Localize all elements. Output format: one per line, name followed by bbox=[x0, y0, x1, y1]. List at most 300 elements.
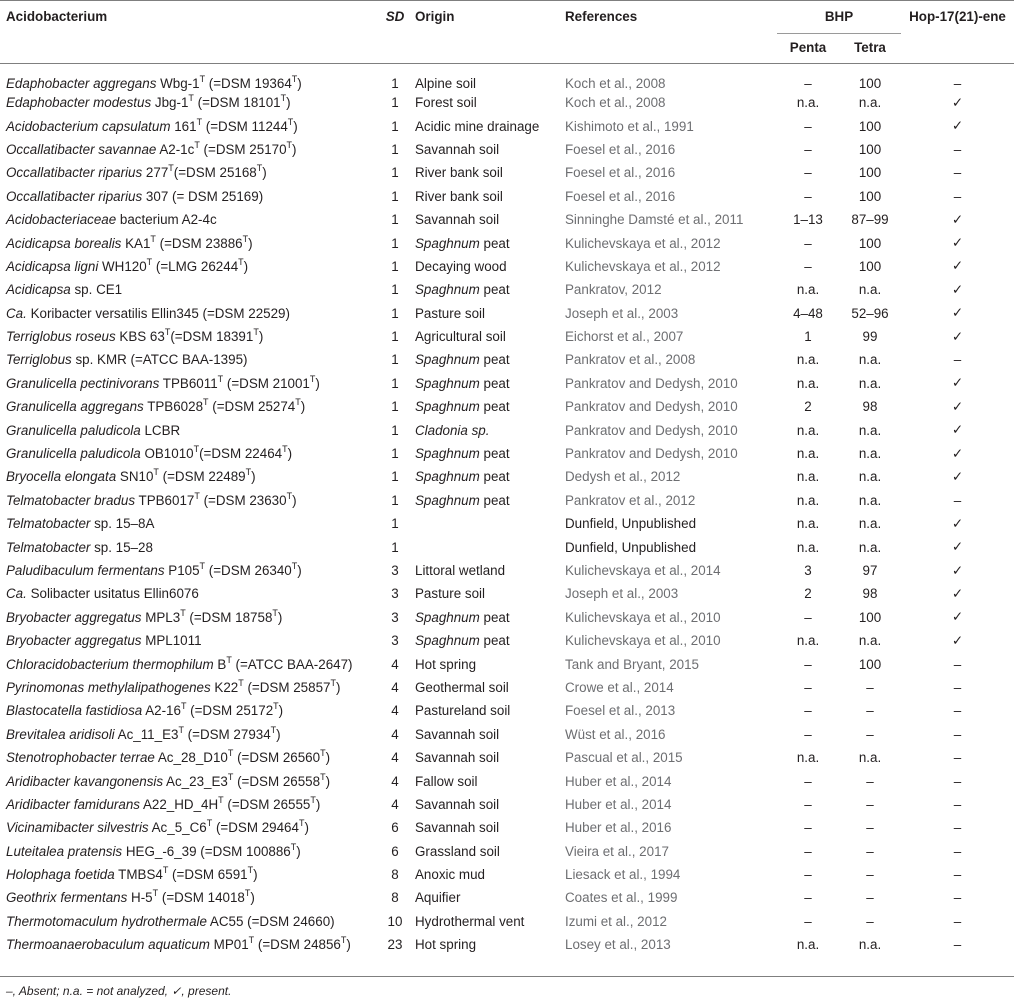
origin-cell bbox=[415, 255, 565, 278]
origin-tail: peat bbox=[479, 399, 510, 415]
strain-type-mark: T bbox=[194, 139, 200, 150]
penta-cell: n.a. bbox=[796, 352, 820, 368]
organism-cell bbox=[0, 489, 375, 512]
collection-type-mark: T bbox=[247, 865, 254, 876]
reference-cell: Vieira et al., 2017 bbox=[565, 843, 669, 859]
penta-cell: 2 bbox=[804, 586, 812, 602]
origin-cell bbox=[415, 231, 565, 254]
sd-cell: 4 bbox=[391, 703, 399, 719]
origin-cell bbox=[415, 933, 565, 956]
footnote: –, Absent; n.a. = not analyzed, ✓, present. bbox=[6, 984, 232, 998]
origin-main: Cladonia sp. bbox=[415, 422, 490, 438]
origin-main: Savannah soil bbox=[415, 750, 500, 766]
organism-cell bbox=[0, 816, 375, 839]
header-hop: Hop-17(21)-ene bbox=[909, 9, 1006, 24]
organism-tail: ) bbox=[278, 703, 284, 719]
sd-cell: 1 bbox=[391, 422, 399, 438]
strain-type-mark: T bbox=[164, 327, 171, 338]
collection-type-mark: T bbox=[253, 327, 259, 338]
hop-cell: – bbox=[953, 492, 962, 508]
organism-strain: AC55 (=DSM 24660) bbox=[206, 913, 335, 929]
strain-type-mark: T bbox=[188, 93, 194, 104]
organism-genus: Bryobacter aggregatus bbox=[6, 633, 142, 649]
penta-cell: n.a. bbox=[796, 633, 820, 649]
tetra-cell: n.a. bbox=[858, 516, 882, 532]
organism-strain: 307 (= DSM 25169) bbox=[142, 188, 264, 204]
reference-cell: Foesel et al., 2013 bbox=[565, 703, 676, 719]
organism-cell bbox=[0, 465, 375, 488]
origin-cell bbox=[415, 910, 565, 933]
tetra-cell: n.a. bbox=[858, 750, 882, 766]
tetra-cell: n.a. bbox=[858, 95, 882, 111]
reference-cell: Pascual et al., 2015 bbox=[565, 750, 683, 766]
organism-collection: (=DSM 23886 bbox=[155, 235, 243, 251]
table-row bbox=[0, 418, 1014, 441]
reference-cell: Huber et al., 2014 bbox=[565, 773, 672, 789]
collection-type-mark: T bbox=[238, 256, 244, 267]
reference-cell: Dunfield, Unpublished bbox=[565, 516, 697, 532]
reference-cell: Foesel et al., 2016 bbox=[565, 141, 676, 157]
organism-strain: MP01 bbox=[209, 937, 249, 953]
tetra-cell: – bbox=[866, 843, 874, 859]
penta-cell: 2 bbox=[804, 399, 812, 415]
organism-genus: Ca. bbox=[6, 586, 27, 602]
organism-strain: A2-16 bbox=[142, 703, 181, 719]
table-row bbox=[0, 746, 1014, 769]
reference-cell: Pankratov and Dedysh, 2010 bbox=[565, 399, 738, 415]
origin-cell bbox=[415, 395, 565, 418]
strain-type-mark: T bbox=[180, 607, 186, 618]
table-row bbox=[0, 161, 1014, 184]
hop-cell: – bbox=[953, 141, 962, 157]
hop-cell: – bbox=[953, 726, 962, 742]
strain-type-mark: T bbox=[178, 724, 184, 735]
organism-collection: (=DSM 18758 bbox=[185, 609, 273, 625]
collection-type-mark: T bbox=[309, 373, 316, 384]
organism-genus: Chloracidobacterium thermophilum bbox=[6, 656, 214, 672]
origin-cell bbox=[415, 208, 565, 231]
hop-cell: – bbox=[953, 913, 962, 929]
tetra-cell: 97 bbox=[862, 563, 878, 578]
sd-cell: 4 bbox=[391, 656, 399, 672]
table-row bbox=[0, 138, 1014, 161]
collection-type-mark: T bbox=[242, 233, 249, 244]
hop-cell: – bbox=[953, 773, 962, 789]
origin-cell bbox=[415, 886, 565, 909]
hop-cell: ✓ bbox=[951, 445, 964, 461]
origin-cell bbox=[415, 278, 565, 301]
organism-tail: ) bbox=[315, 796, 321, 812]
organism-collection: (=DSM 25857 bbox=[243, 679, 331, 695]
reference-cell: Koch et al., 2008 bbox=[565, 95, 666, 111]
organism-strain: HEG_-6_39 (=DSM 100886 bbox=[122, 843, 291, 859]
origin-cell bbox=[415, 629, 565, 652]
strain-type-mark: T bbox=[199, 561, 206, 571]
origin-main: Aquifier bbox=[415, 890, 461, 906]
table-row bbox=[0, 769, 1014, 792]
sd-cell: 3 bbox=[391, 633, 399, 649]
origin-main: Savannah soil bbox=[415, 212, 500, 228]
organism-genus: Acidicapsa bbox=[6, 282, 71, 298]
hop-cell: ✓ bbox=[951, 585, 964, 601]
sd-cell: 4 bbox=[391, 750, 399, 766]
penta-cell: – bbox=[804, 165, 812, 181]
header-sd: SD bbox=[385, 9, 405, 24]
origin-cell bbox=[415, 582, 565, 605]
origin-main: Fallow soil bbox=[415, 773, 478, 789]
bottom-rule bbox=[0, 976, 1014, 977]
organism-strain: Koribacter versatilis Ellin345 (=DSM 22529) bbox=[26, 305, 290, 321]
organism-genus: Granulicella pectinivorans bbox=[6, 375, 160, 391]
organism-cell bbox=[0, 231, 375, 254]
organism-genus: Telmatobacter bradus bbox=[6, 492, 136, 508]
hop-cell: ✓ bbox=[951, 305, 964, 321]
organism-genus: Holophaga foetida bbox=[6, 867, 115, 883]
collection-type-mark: T bbox=[287, 116, 294, 127]
table-row bbox=[0, 442, 1014, 465]
organism-tail: ) bbox=[287, 446, 293, 462]
tetra-cell: 98 bbox=[862, 399, 878, 415]
organism-strain: SN10 bbox=[116, 469, 154, 485]
sd-cell: 3 bbox=[391, 563, 399, 578]
organism-cell bbox=[0, 395, 375, 418]
organism-strain: TPB6028 bbox=[143, 399, 204, 415]
penta-cell: n.a. bbox=[796, 422, 820, 438]
collection-type-mark: T bbox=[244, 888, 251, 899]
origin-cell bbox=[415, 62, 565, 91]
table-row bbox=[0, 255, 1014, 278]
origin-main: Spaghnum bbox=[415, 282, 480, 298]
organism-cell bbox=[0, 185, 375, 208]
origin-main: Savannah soil bbox=[415, 141, 500, 157]
sd-cell: 6 bbox=[391, 820, 399, 836]
origin-cell bbox=[415, 161, 565, 184]
organism-genus: Ca. bbox=[6, 305, 27, 321]
hop-cell: ✓ bbox=[951, 539, 964, 555]
origin-cell bbox=[415, 489, 565, 512]
tetra-cell: – bbox=[866, 796, 874, 812]
origin-cell bbox=[415, 746, 565, 769]
organism-collection: (=DSM 22489 bbox=[158, 469, 246, 485]
organism-strain: MPL1011 bbox=[141, 633, 202, 649]
organism-cell bbox=[0, 348, 375, 371]
origin-main: Alpine soil bbox=[415, 76, 477, 91]
penta-cell: n.a. bbox=[796, 937, 820, 953]
strain-type-mark: T bbox=[152, 888, 159, 899]
organism-tail: ) bbox=[243, 258, 249, 274]
organism-genus: Telmatobacter bbox=[6, 539, 91, 555]
organism-collection: (=DSM 25170 bbox=[199, 141, 287, 157]
organism-cell bbox=[0, 114, 375, 137]
organism-strain: H-5 bbox=[127, 890, 153, 906]
tetra-cell: – bbox=[866, 703, 874, 719]
sd-cell: 4 bbox=[391, 679, 399, 695]
reference-cell: Eichorst et al., 2007 bbox=[565, 329, 684, 345]
penta-cell: – bbox=[804, 118, 812, 134]
table-row bbox=[0, 863, 1014, 886]
hop-cell: – bbox=[953, 937, 962, 953]
strain-type-mark: T bbox=[194, 490, 200, 501]
organism-genus: Acidicapsa ligni bbox=[6, 258, 99, 274]
collection-type-mark: T bbox=[340, 935, 347, 946]
organism-genus: Occallatibacter savannae bbox=[6, 141, 157, 157]
origin-tail: peat bbox=[479, 352, 510, 368]
header-origin: Origin bbox=[415, 9, 455, 24]
sd-cell: 4 bbox=[391, 773, 399, 789]
penta-cell: – bbox=[804, 76, 812, 91]
sd-cell: 1 bbox=[391, 539, 399, 555]
organism-tail: ) bbox=[262, 165, 267, 181]
reference-cell: Kulichevskaya et al., 2012 bbox=[565, 258, 721, 274]
tetra-cell: – bbox=[866, 913, 874, 929]
tetra-cell: – bbox=[866, 890, 874, 906]
organism-tail: ) bbox=[292, 492, 297, 508]
organism-strain: Ac_11_E3 bbox=[114, 726, 179, 742]
tetra-cell: n.a. bbox=[858, 633, 882, 649]
organism-cell bbox=[0, 652, 375, 675]
reference-cell: Huber et al., 2016 bbox=[565, 820, 672, 836]
penta-cell: 3 bbox=[804, 563, 812, 578]
collection-type-mark: T bbox=[270, 724, 277, 735]
hop-cell: ✓ bbox=[951, 609, 964, 625]
origin-cell bbox=[415, 606, 565, 629]
header-bhp: BHP bbox=[824, 9, 854, 24]
organism-tail: ) bbox=[292, 141, 297, 157]
organism-cell bbox=[0, 62, 375, 91]
origin-cell bbox=[415, 676, 565, 699]
tetra-cell: n.a. bbox=[858, 352, 882, 368]
origin-main: Anoxic mud bbox=[415, 867, 485, 883]
organism-tail: ) bbox=[286, 95, 291, 111]
organism-strain: WH120 bbox=[98, 258, 147, 274]
origin-tail: peat bbox=[479, 375, 510, 391]
collection-type-mark: T bbox=[286, 139, 293, 150]
organism-collection: (=DSM 24856 bbox=[254, 937, 341, 953]
hop-cell: – bbox=[953, 867, 962, 883]
organism-strain: Jbg-1 bbox=[151, 95, 189, 111]
origin-main: Littoral wetland bbox=[415, 563, 506, 578]
hop-cell: – bbox=[953, 750, 962, 766]
organism-strain: Ac_23_E3 bbox=[163, 773, 228, 789]
sd-cell: 1 bbox=[391, 329, 399, 345]
penta-cell: – bbox=[804, 820, 812, 836]
organism-cell bbox=[0, 863, 375, 886]
organism-genus: Vicinamibacter silvestris bbox=[6, 820, 149, 836]
penta-cell: n.a. bbox=[796, 446, 820, 462]
sd-cell: 1 bbox=[391, 165, 399, 181]
organism-collection: (=DSM 18101 bbox=[193, 95, 281, 111]
organism-cell bbox=[0, 769, 375, 792]
table-row bbox=[0, 278, 1014, 301]
organism-tail: ) bbox=[258, 329, 264, 345]
hop-cell: ✓ bbox=[951, 515, 964, 531]
organism-cell bbox=[0, 208, 375, 231]
sd-cell: 4 bbox=[391, 726, 399, 742]
organism-collection: (=DSM 25274 bbox=[208, 399, 296, 415]
origin-cell bbox=[415, 325, 565, 348]
penta-cell: 4–48 bbox=[793, 305, 823, 321]
organism-cell bbox=[0, 933, 375, 956]
sd-cell: 1 bbox=[391, 118, 399, 134]
sd-cell: 1 bbox=[391, 492, 399, 508]
origin-cell bbox=[415, 512, 565, 535]
organism-tail: ) bbox=[253, 867, 258, 883]
tetra-cell: 87–99 bbox=[851, 212, 889, 228]
organism-collection: (=DSM 22464 bbox=[199, 446, 283, 462]
organism-genus: Occallatibacter riparius bbox=[6, 188, 143, 204]
organism-genus: Terriglobus bbox=[6, 352, 72, 368]
penta-cell: – bbox=[804, 235, 812, 251]
table-row bbox=[0, 62, 1014, 91]
origin-main: Acidic mine drainage bbox=[415, 118, 540, 134]
table-row bbox=[0, 465, 1014, 488]
organism-genus: Stenotrophobacter terrae bbox=[6, 750, 155, 766]
organism-genus: Aridibacter kavangonensis bbox=[6, 773, 164, 789]
organism-tail: ) bbox=[277, 609, 283, 625]
collection-type-mark: T bbox=[310, 794, 316, 805]
reference-cell: Foesel et al., 2016 bbox=[565, 188, 676, 204]
organism-cell bbox=[0, 629, 375, 652]
organism-tail: ) bbox=[304, 820, 309, 836]
origin-cell bbox=[415, 418, 565, 441]
organism-cell bbox=[0, 255, 375, 278]
organism-cell bbox=[0, 512, 375, 535]
origin-cell bbox=[415, 442, 565, 465]
organism-collection: (=DSM 26555 bbox=[223, 796, 311, 812]
tetra-cell: – bbox=[866, 820, 874, 836]
origin-tail: peat bbox=[479, 492, 510, 508]
penta-cell: n.a. bbox=[796, 95, 820, 111]
organism-strain: sp. 15–8A bbox=[90, 516, 155, 532]
tetra-cell: n.a. bbox=[858, 282, 882, 298]
strain-type-mark: T bbox=[162, 865, 169, 876]
table-row bbox=[0, 816, 1014, 839]
strain-type-mark: T bbox=[150, 233, 156, 244]
origin-tail: peat bbox=[479, 446, 510, 462]
tetra-cell: 100 bbox=[858, 76, 882, 91]
origin-main: Geothermal soil bbox=[415, 679, 509, 695]
sd-cell: 1 bbox=[391, 352, 399, 368]
header-tetra: Tetra bbox=[854, 40, 886, 55]
collection-type-mark: T bbox=[256, 163, 263, 174]
reference-cell: Pankratov and Dedysh, 2010 bbox=[565, 422, 738, 438]
origin-cell bbox=[415, 138, 565, 161]
organism-cell bbox=[0, 372, 375, 395]
strain-type-mark: T bbox=[168, 163, 174, 174]
sd-cell: 1 bbox=[391, 399, 399, 415]
collection-type-mark: T bbox=[298, 818, 305, 829]
tetra-cell: – bbox=[866, 726, 874, 742]
organism-strain: MPL3 bbox=[141, 609, 181, 625]
hop-cell: ✓ bbox=[951, 235, 964, 251]
origin-tail: peat bbox=[479, 282, 510, 298]
origin-cell bbox=[415, 699, 565, 722]
sd-cell: 6 bbox=[391, 843, 399, 859]
origin-cell bbox=[415, 652, 565, 675]
organism-genus: Edaphobacter modestus bbox=[6, 95, 152, 111]
penta-cell: – bbox=[804, 773, 812, 789]
table-row bbox=[0, 489, 1014, 512]
reference-cell: Joseph et al., 2003 bbox=[565, 305, 679, 321]
organism-collection: (=DSM 27934 bbox=[183, 726, 271, 742]
organism-genus: Granulicella paludicola bbox=[6, 446, 141, 462]
origin-tail: peat bbox=[479, 469, 510, 485]
table-row bbox=[0, 652, 1014, 675]
tetra-cell: 98 bbox=[862, 586, 878, 602]
organism-collection: (=DSM 11244 bbox=[202, 118, 288, 134]
origin-main: Spaghnum bbox=[415, 492, 480, 508]
organism-genus: Occallatibacter riparius bbox=[6, 165, 143, 181]
strain-type-mark: T bbox=[153, 467, 159, 478]
hop-cell: – bbox=[953, 352, 962, 368]
organism-strain: 161 bbox=[170, 118, 197, 134]
table-row bbox=[0, 114, 1014, 137]
strain-type-mark: T bbox=[248, 935, 255, 946]
origin-main: Spaghnum bbox=[415, 399, 480, 415]
reference-cell: Dedysh et al., 2012 bbox=[565, 469, 681, 485]
tetra-cell: 99 bbox=[862, 329, 878, 345]
penta-cell: n.a. bbox=[796, 750, 820, 766]
hop-cell: – bbox=[953, 679, 962, 695]
organism-genus: Thermotomaculum hydrothermale bbox=[6, 913, 207, 929]
organism-genus: Brevitalea aridisoli bbox=[6, 726, 115, 742]
organism-genus: Granulicella paludicola bbox=[6, 422, 141, 438]
collection-type-mark: T bbox=[245, 467, 252, 478]
strain-type-mark: T bbox=[193, 444, 200, 455]
penta-cell: – bbox=[804, 796, 812, 812]
organism-cell bbox=[0, 138, 375, 161]
tetra-cell: n.a. bbox=[858, 492, 882, 508]
origin-main: River bank soil bbox=[415, 188, 503, 204]
penta-cell: – bbox=[804, 141, 812, 157]
penta-cell: n.a. bbox=[796, 539, 820, 555]
organism-strain: Ac_28_D10 bbox=[154, 750, 228, 766]
organism-tail: ) bbox=[296, 843, 301, 859]
organism-cell bbox=[0, 676, 375, 699]
organism-cell bbox=[0, 746, 375, 769]
origin-cell bbox=[415, 114, 565, 137]
origin-cell bbox=[415, 535, 565, 558]
organism-collection: (=DSM 26560 bbox=[233, 750, 321, 766]
origin-main: Forest soil bbox=[415, 95, 477, 111]
organism-cell bbox=[0, 559, 375, 582]
strain-type-mark: T bbox=[218, 794, 224, 805]
origin-main: River bank soil bbox=[415, 165, 503, 181]
collection-type-mark: T bbox=[330, 677, 336, 688]
sd-cell: 3 bbox=[391, 586, 399, 602]
hop-cell: – bbox=[953, 843, 962, 859]
origin-cell bbox=[415, 793, 565, 816]
organism-collection: (=LMG 26244 bbox=[152, 258, 239, 274]
hop-cell: ✓ bbox=[951, 258, 964, 274]
collection-type-mark: T bbox=[273, 701, 279, 712]
organism-cell bbox=[0, 793, 375, 816]
organism-strain: KBS 63 bbox=[115, 329, 165, 345]
organism-genus: Geothrix fermentans bbox=[6, 890, 128, 906]
hop-cell: ✓ bbox=[951, 118, 964, 134]
tetra-cell: 52–96 bbox=[851, 305, 889, 321]
origin-main: Spaghnum bbox=[415, 633, 480, 649]
strain-type-mark: T bbox=[206, 818, 213, 829]
reference-cell: Crowe et al., 2014 bbox=[565, 679, 674, 695]
origin-cell bbox=[415, 348, 565, 371]
organism-genus: Pyrinomonas methylalipathogenes bbox=[6, 679, 211, 695]
origin-cell bbox=[415, 863, 565, 886]
hop-cell: ✓ bbox=[951, 375, 964, 391]
organism-strain: Ac_5_C6 bbox=[148, 820, 207, 836]
organism-genus: Acidobacterium capsulatum bbox=[6, 118, 171, 134]
organism-tail: ) bbox=[315, 375, 320, 391]
